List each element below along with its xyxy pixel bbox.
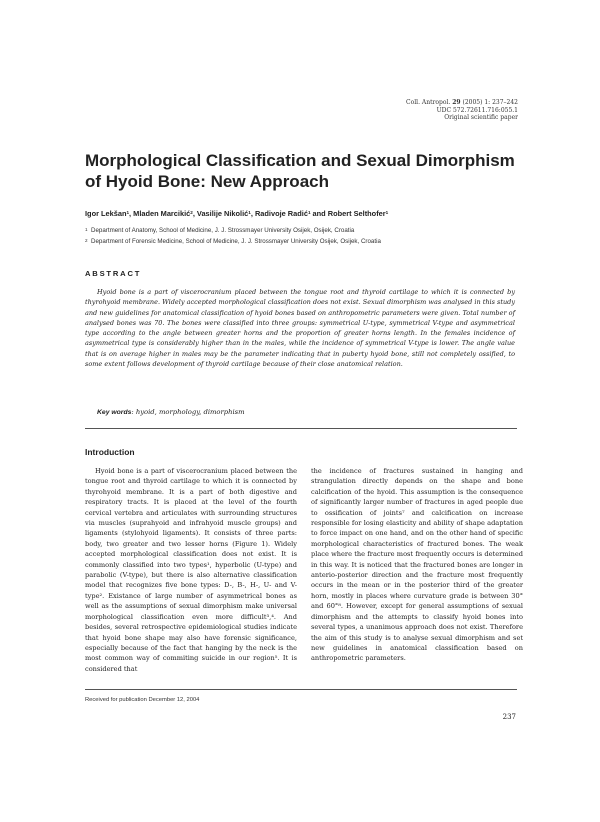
affiliation-list xyxy=(85,225,525,247)
body-column-left: Hyoid bone is a part of viscerocranium placed between the tongue root and thyroid cartilage to which it is connected by thyrohyoid membrane. It is a part of both digestive and respiratory tracts. It is placed at the level of the fourth cervical vertebra and articulates with surrounding structures via muscles (suprahyoid and infrahyoid muscle groups) and ligaments (stylohyoid ligaments). It consists of three parts: body, two greater and two lesser horns (Figure 1). Widely accepted morphological classification does not exist. It is commonly classified into two types¹, hyperbolic (U-type) and parabolic (V-type), but there is also alternative classification model that recognizes five bone types: D-, B-, H-, U- and V-type². Existance of large number of asymmetrical bones as well as the assumptions of sexual dimorphism make universal morphological classification even more difficult³,⁴. And besides, several retrospective epidemiological studies indicate that hyoid bone shape may also have forensic significance, especially because of the fact that hanging by the neck is the most common way of commiting suicide in our region⁵. It is considered that xyxy=(85,467,297,673)
body-column-right: the incidence of fractures sustained in hanging and strangulation directly depends on the shape and bone calcification of the hyoid. This assumption is the consequence of significantly larger number of fractures in aged people due to ossification of joints⁷ and calcification on increase responsible for losing elasticity and ability of shape adaptation to force impact on one hand, and on the other hand of specific morphological characteristics of fractured bones. The weak place where the fracture most frequently occurs is determined in this way. It is noticed that the fractured bones are longer in anterio-posterior direction and the fracture most frequently occurs in the mean or in the posterior third of the greater horn, mostly in places where curvature grade is between 30° and 60°⁸. However, except for general assumptions of sexual dimorphism and the attempts to classify hyoid bones into several types, a unanimous approach does not exist. Therefore the aim of this study is to analyse sexual dimorphism and set new guidelines in anatomical classification based on anthropometric parameters. xyxy=(311,467,523,663)
affiliation: $^2$ Department of Forensic Medicine, School of Medicine, J. J. Strossmayer University Osijek, Osijek, Croatia xyxy=(85,238,381,245)
keywords-list: : hyoid, morphology, dimorphism xyxy=(131,408,245,416)
author-list xyxy=(85,209,525,219)
journal-issue-pages: (2005) 1: 237–242 xyxy=(462,99,518,106)
citation-line xyxy=(406,99,518,107)
received-note: Received for publication December 12, 2004 xyxy=(85,697,200,703)
paper-title: Morphological Classification and Sexual Dimorphism of Hyoid Bone: New Approach xyxy=(85,151,515,191)
journal-citation xyxy=(406,99,518,122)
author: Igor Lekšan$^1$, xyxy=(85,209,134,218)
keywords-label: Key words xyxy=(97,409,132,416)
udc-code: UDC 572.72611.716:055.1 xyxy=(436,106,518,114)
author: Mladen Marcikić$^2$, xyxy=(133,209,197,218)
abstract-heading: ABSTRACT xyxy=(85,269,142,278)
introduction-heading: Introduction xyxy=(85,447,135,457)
page-number: 237 xyxy=(502,713,516,721)
author: Vasilije Nikolić$^1$, xyxy=(196,209,255,218)
author: Robert Selthofer$^1$ xyxy=(327,209,389,218)
paper-type: Original scientific paper xyxy=(444,114,518,122)
abstract-text: Hyoid bone is a part of viscerocranium placed between the tongue root and thyroid cartilage to which it is connected by thyrohyoid membrane. Widely accepted morphological classification does not exist. Sexual dimorphism was analysed in this study and new guidelines for anatomical classification of hyoid bones based on anthropometric parameters were given. Total number of analysed bones was 70. The bones were classified into three groups: symmetrical U-type, symmetrical V-type and asymmetrical type according to the angle between greater horns and the proportion of greater horns length. In the females incidence of asymmetrical type is considerably higher than in the males, while the incidence of symmetrical V-type is lower. The angle value that is on average higher in males may be the parameter indicating that in puberty hyoid bone, still not completely ossified, to some extent follows development of thyroid cartilage because of their close anatomical relation. xyxy=(85,288,515,369)
keywords xyxy=(97,408,517,416)
journal-name: Coll. Antropol. xyxy=(406,99,451,106)
author: Radivoje Radić$^1$ and xyxy=(254,209,328,218)
footnote-divider xyxy=(85,689,517,690)
journal-volume: 29 xyxy=(452,99,461,106)
section-divider xyxy=(85,428,517,429)
affiliation: $^1$ Department of Anatomy, School of Medicine, J. J. Strossmayer University Osijek, Osijek, Croatia xyxy=(85,227,355,234)
